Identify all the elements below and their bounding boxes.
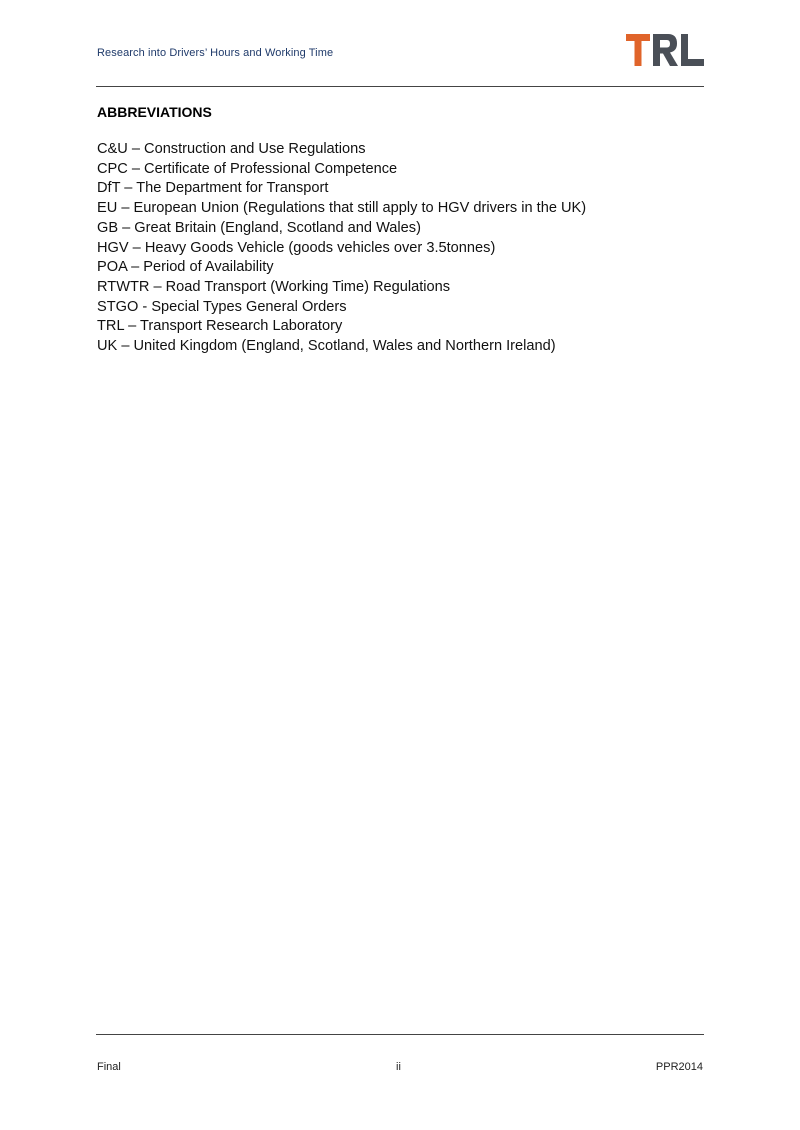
- trl-logo-icon: [626, 34, 704, 66]
- report-number: PPR2014: [655, 1061, 703, 1073]
- list-item: GB – Great Britain (England, Scotland and Wales): [97, 219, 421, 236]
- list-item: CPC – Certificate of Professional Competence: [97, 160, 398, 177]
- footer-status: Final: [97, 1061, 121, 1073]
- list-item: RTWTR – Road Transport (Working Time) Regulations: [97, 278, 451, 295]
- list-item: UK – United Kingdom (England, Scotland, Wales and Northern Ireland): [97, 338, 556, 355]
- list-item: STGO - Special Types General Orders: [97, 298, 347, 315]
- list-item: EU – European Union (Regulations that still apply to HGV drivers in the UK): [97, 200, 587, 217]
- footer-divider: [96, 1034, 704, 1035]
- list-item: HGV – Heavy Goods Vehicle (goods vehicles over 3.5tonnes): [97, 239, 496, 256]
- list-item: DfT – The Department for Transport: [97, 180, 329, 197]
- list-item: TRL – Transport Research Laboratory: [97, 318, 343, 335]
- page-number: ii: [396, 1061, 401, 1073]
- header-divider: [96, 86, 704, 87]
- running-header-title: Research into Drivers’ Hours and Working Time: [97, 47, 334, 59]
- abbreviations-list: [97, 140, 586, 357]
- list-item: POA – Period of Availability: [97, 259, 274, 276]
- list-item: C&U – Construction and Use Regulations: [97, 141, 366, 157]
- section-heading: ABBREVIATIONS: [97, 104, 212, 120]
